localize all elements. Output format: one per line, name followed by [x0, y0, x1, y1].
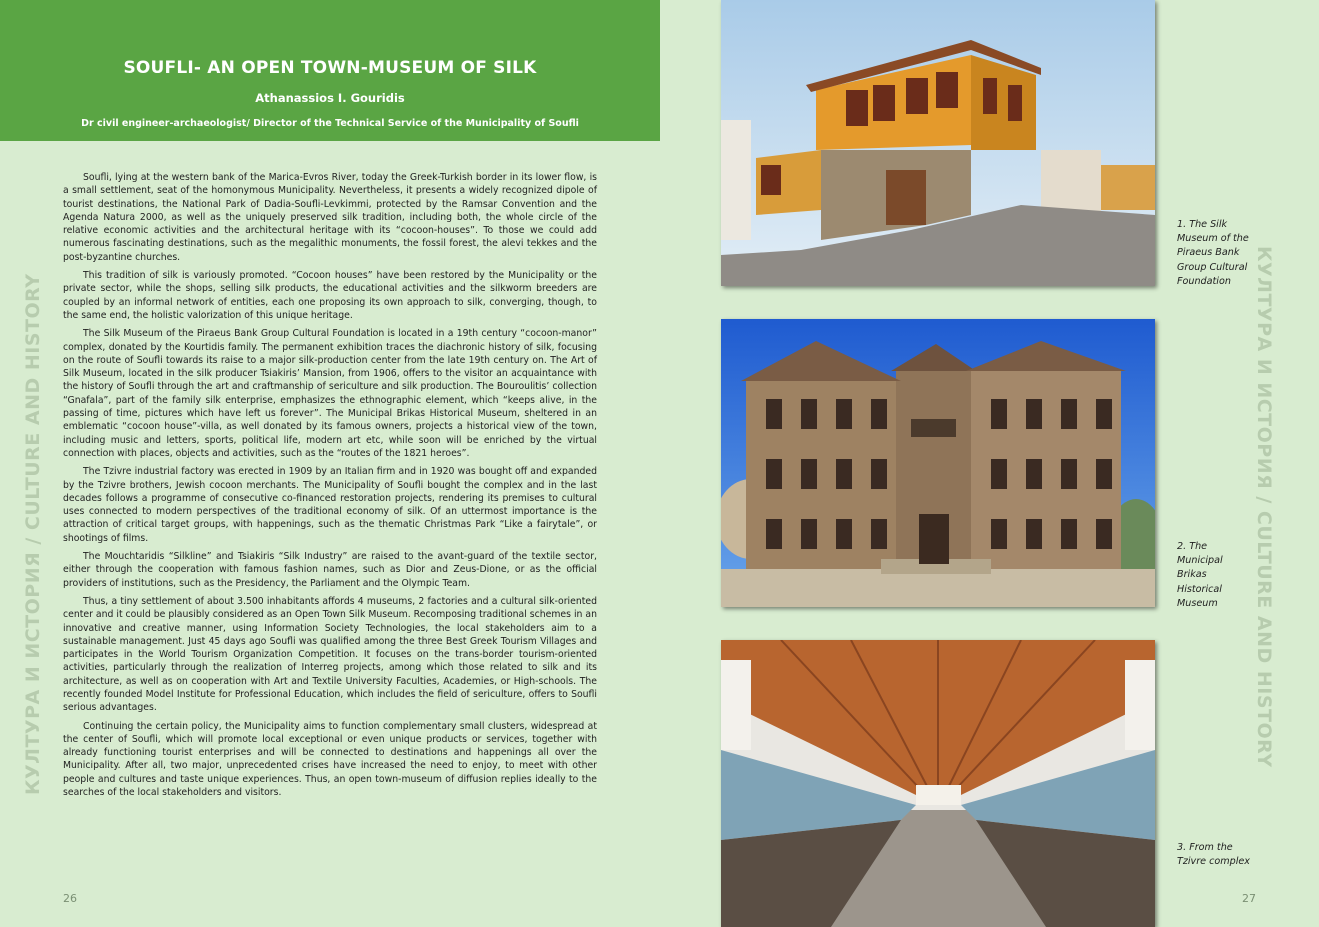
- article-author: Athanassios I. Gouridis: [255, 91, 405, 105]
- caption-1-line-4: Group Cultural: [1177, 261, 1248, 273]
- caption-2-line-1: 2. The: [1177, 541, 1208, 552]
- author-role: Dr civil engineer-archaeologist/ Director of the Technical Service of the Municipality of Soufli: [81, 118, 579, 129]
- photo-tzivre-complex: [721, 640, 1155, 927]
- paragraph-3: The Silk Museum of the Piraeus Bank Group Cultural Foundation is located in a 19th century “cocoon-manor” complex, donated by the Kourtidis family. The permanent exhibition traces the diachronic history of silk, focusing on the route of Soufli towards its raise to a major silk-production center from the late 19th century on. The Art of Silk Museum, located in the silk producer Tsiakiris’ Mansion, from 1906, offers to the visitor an acquaintance with the history of Soufli through the art and craftmanship of sericulture and silk production. The Bouroulitis’ collection “Gnafala”, part of the family silk enterprise, emphasizes the ethnographic element, which “keeps alive, in the passing of time, pictures which have left us forever”. The Municipal Brikas Historical Museum, sheltered in an emblematic “cocoon house”-villa, as well donated by its famous owners, projects a historical view of the town, including music and letters, sports, political life, modern art etc, while soon will be enriched by the virtual connection with places, objects and activities, such as the “routes of the 1821 heroes”.: [63, 328, 597, 459]
- caption-2-line-4: Historical: [1177, 583, 1222, 595]
- caption-2-line-2: Municipal: [1177, 555, 1223, 567]
- caption-2-line-5: Museum: [1177, 597, 1218, 609]
- caption-photo-3: [1177, 841, 1267, 869]
- paragraph-5: The Mouchtaridis “Silkline” and Tsiakiris “Silk Industry” are raised to the avant-guard of the textile sector, either through the cooperation with famous fashion names, such as Dior and Zeus-Dione, or as the official providers of institutions, such as the Presidency, the Parliament and the Olympic Team.: [63, 551, 597, 589]
- side-label-right: КУЛТУРА И ИСТОРИЯ / CULTURE AND HISTORY: [1253, 246, 1275, 768]
- paragraph-1: Soufli, lying at the western bank of the Marica-Evros River, today the Greek-Turkish border in its lower flow, is a small settlement, seat of the homonymous Municipality. Nevertheless, it presents a widely recognized dipole of tourist destinations, the National Park of Dadia-Soufli-Levkimmi, protected by the Ramsar Convention and the Agenda Natura 2000, as well as the uniquely preserved silk tradition, including both, the whole circle of the relative economic activities and the architectural heritage with its “cocoon-houses”. To those we could add numerous fascinating destinations, such as the megalithic monuments, the fossil forest, the alevi tekkes and the post-byzantine churches.: [63, 172, 597, 263]
- paragraph-4: The Tzivre industrial factory was erected in 1909 by an Italian firm and in 1920 was bought off and expanded by the Tzivre brothers, Jewish cocoon merchants. The Municipality of Soufli bought the complex and in the last decades follows a programme of consecutive co-financed restoration projects, rendering its premises to cultural uses connected to modern perspectives of the traditional economy of silk. Of an uttermost importance is the attraction of critical target groups, with happenings, such as the thematic Christmas Park “Like a fairytale”, or shootings of films.: [63, 466, 597, 544]
- page-number-right: 27: [1242, 892, 1256, 905]
- caption-3-line-1: 3. From the: [1177, 842, 1233, 853]
- caption-photo-2: [1177, 540, 1267, 611]
- paragraph-6: Thus, a tiny settlement of about 3.500 inhabitants affords 4 museums, 2 factories and a cultural silk-oriented center and it could be plausibly considered as an Open Town Silk Museum. Recomposing traditional schemes in an innovative and creative manner, using Information Society Technologies, the local stakeholders aim to a sustainable management. Just 45 days ago Soufli was qualified among the three Best Greek Tourism Villages and participates in the World Tourism Organization Competition. It focuses on the trans-border tourism-oriented activities, particularly through the realization of Interreg projects, among which those related to silk and its architecture, as well as on cooperation with Art and Textile University Faculties, Academies, or High-schools. The recently founded Model Institute for Professional Education, which includes the field of sericulture, offers to Soufli serious advantages.: [63, 595, 597, 714]
- caption-1-line-3: Piraeus Bank: [1177, 247, 1240, 259]
- caption-photo-1: [1177, 218, 1267, 289]
- page-number-left: 26: [63, 892, 77, 905]
- side-label-left: КУЛТУРА И ИСТОРИЯ / CULTURE AND HISTORY: [22, 273, 44, 795]
- paragraph-7: Continuing the certain policy, the Municipality aims to function complementary small clusters, widespread at the center of Soufli, which will promote local exceptional or even unique products or services, together with already functioning tourist enterprises and will be connected to destinations and happenings all over the Municipality. After all, two major, unprecedented crises have increased the need to enjoy, to meet with other people and cultures and taste unique experiences. Thus, an open town-museum of diffusion replies ideally to the searches of the local stakeholders and visitors.: [63, 720, 597, 799]
- caption-3-line-2: Tzivre complex: [1177, 856, 1250, 868]
- article-body: [63, 171, 597, 804]
- caption-1-line-1: 1. The Silk: [1177, 219, 1228, 230]
- photo-brikas-museum: [721, 319, 1155, 607]
- caption-2-line-3: Brikas: [1177, 569, 1207, 581]
- article-header: [0, 0, 660, 141]
- caption-1-line-2: Museum of the: [1177, 233, 1249, 245]
- caption-1-line-5: Foundation: [1177, 275, 1231, 287]
- photo-silk-museum: [721, 0, 1155, 286]
- article-title: SOUFLI- AN OPEN TOWN-MUSEUM OF SILK: [123, 58, 537, 78]
- paragraph-2: This tradition of silk is variously promoted. “Cocoon houses” have been restored by the Municipality or the private sector, while the shops, selling silk products, the educational activities and the silkworm breeders are coupled by an informal network of entities, each one proposing its own approach to silk, converging, though, to the same end, the holistic valorization of this unique heritage.: [63, 270, 597, 321]
